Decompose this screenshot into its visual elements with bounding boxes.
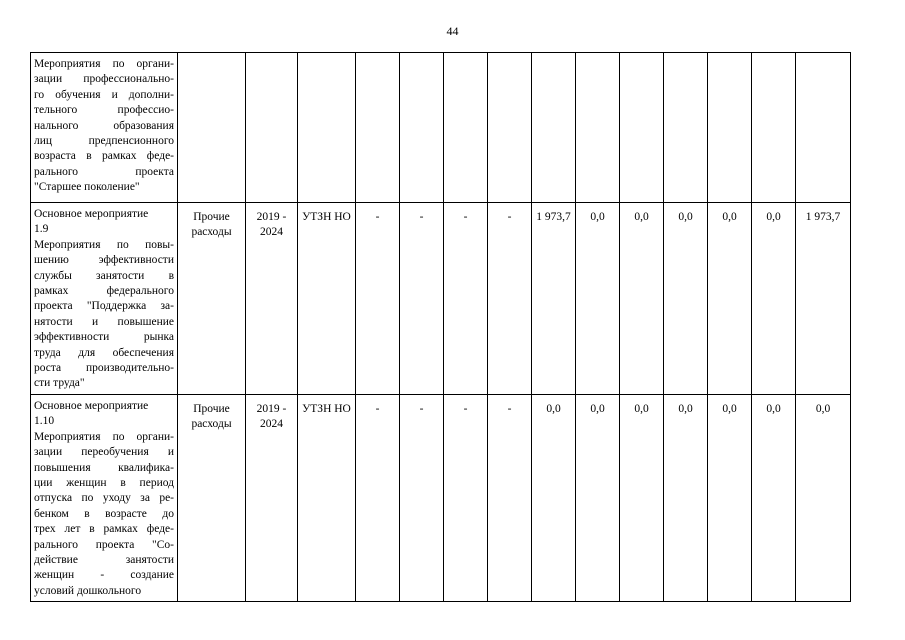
value-cell bbox=[796, 53, 851, 203]
description-line: службы занятости в bbox=[34, 269, 174, 282]
expense-type-cell: Прочие расходы bbox=[178, 203, 246, 395]
value-cell: 0,0 bbox=[620, 394, 664, 601]
description-line: "Старшее поколение" bbox=[34, 181, 140, 194]
page-number: 44 bbox=[446, 24, 459, 38]
description-line: зации профессионально- bbox=[34, 73, 174, 86]
description-line: повышения квалифика- bbox=[34, 461, 174, 474]
description-line: Основное мероприятие bbox=[34, 208, 149, 220]
description-line: тельного профессио- bbox=[34, 104, 174, 117]
description-line: рамках федерального bbox=[34, 285, 174, 298]
value-cell: - bbox=[488, 394, 532, 601]
description-line: шению эффективности bbox=[34, 254, 174, 267]
description-line: 1.10 bbox=[34, 415, 55, 428]
description-line: бенком в возрасте до bbox=[34, 507, 174, 520]
value-cell: 0,0 bbox=[664, 203, 708, 395]
period-cell: 2019 - 2024 bbox=[246, 394, 298, 601]
value-cell: - bbox=[356, 203, 400, 395]
description-line: эффективности рынка bbox=[34, 331, 174, 344]
value-cell bbox=[620, 53, 664, 203]
measure-description bbox=[31, 203, 178, 395]
description-line: роста производительно- bbox=[34, 362, 174, 375]
value-cell: - bbox=[356, 394, 400, 601]
value-cell: 0,0 bbox=[620, 203, 664, 395]
value-cell: - bbox=[444, 394, 488, 601]
measure-description bbox=[31, 394, 178, 601]
description-line: трех лет в рамках феде- bbox=[34, 523, 174, 536]
description-line: Мероприятия по повы- bbox=[34, 238, 174, 251]
description-line: проекта "Поддержка за- bbox=[34, 300, 174, 313]
value-cell: 0,0 bbox=[752, 394, 796, 601]
value-cell: 0,0 bbox=[752, 203, 796, 395]
description-line: условий дошкольного bbox=[34, 584, 142, 597]
measures-table bbox=[30, 52, 851, 602]
description-line: нятости и повышение bbox=[34, 315, 174, 328]
description-line: сти труда" bbox=[34, 377, 85, 390]
table-row bbox=[31, 394, 851, 601]
description-line: зации переобучения и bbox=[34, 446, 174, 459]
period-cell: 2019 - 2024 bbox=[246, 203, 298, 395]
value-cell: 0,0 bbox=[576, 203, 620, 395]
description-line: отпуска по уходу за ре- bbox=[34, 492, 174, 505]
value-cell: - bbox=[400, 203, 444, 395]
description-line: го обучения и дополни- bbox=[34, 88, 174, 101]
value-cell bbox=[708, 53, 752, 203]
value-cell: 0,0 bbox=[708, 203, 752, 395]
description-line: труда для обеспечения bbox=[34, 346, 174, 359]
value-cell bbox=[532, 53, 576, 203]
value-cell bbox=[356, 53, 400, 203]
description-line: рального проекта bbox=[34, 165, 174, 178]
expense-type-cell: Прочие расходы bbox=[178, 394, 246, 601]
value-cell bbox=[576, 53, 620, 203]
description-line: лиц предпенсионного bbox=[34, 135, 174, 148]
description-line: Мероприятия по органи- bbox=[34, 58, 174, 70]
description-line: ции женщин в период bbox=[34, 476, 174, 489]
table-row bbox=[31, 53, 851, 203]
value-cell: 0,0 bbox=[576, 394, 620, 601]
value-cell: - bbox=[488, 203, 532, 395]
value-cell: 0,0 bbox=[664, 394, 708, 601]
value-cell: 1 973,7 bbox=[796, 203, 851, 395]
executor-cell: УТЗН НО bbox=[298, 203, 356, 395]
executor-cell: УТЗН НО bbox=[298, 394, 356, 601]
value-cell: 0,0 bbox=[532, 394, 576, 601]
value-cell bbox=[400, 53, 444, 203]
value-cell bbox=[488, 53, 532, 203]
value-cell bbox=[664, 53, 708, 203]
description-line: нального образования bbox=[34, 119, 174, 132]
description-line: Основное мероприятие bbox=[34, 399, 149, 412]
period-cell bbox=[246, 53, 298, 203]
value-cell bbox=[752, 53, 796, 203]
expense-type-cell bbox=[178, 53, 246, 203]
value-cell: 1 973,7 bbox=[532, 203, 576, 395]
description-line: женщин - создание bbox=[34, 569, 174, 582]
value-cell: 0,0 bbox=[796, 394, 851, 601]
value-cell: - bbox=[400, 394, 444, 601]
value-cell: - bbox=[444, 203, 488, 395]
description-line: 1.9 bbox=[34, 223, 49, 236]
description-line: рального проекта "Со- bbox=[34, 538, 174, 551]
measure-description bbox=[31, 53, 178, 203]
executor-cell bbox=[298, 53, 356, 203]
description-line: действие занятости bbox=[34, 553, 174, 566]
description-line: Мероприятия по органи- bbox=[34, 430, 174, 443]
description-line: возраста в рамках феде- bbox=[34, 150, 174, 163]
value-cell bbox=[444, 53, 488, 203]
table-row bbox=[31, 203, 851, 395]
value-cell: 0,0 bbox=[708, 394, 752, 601]
